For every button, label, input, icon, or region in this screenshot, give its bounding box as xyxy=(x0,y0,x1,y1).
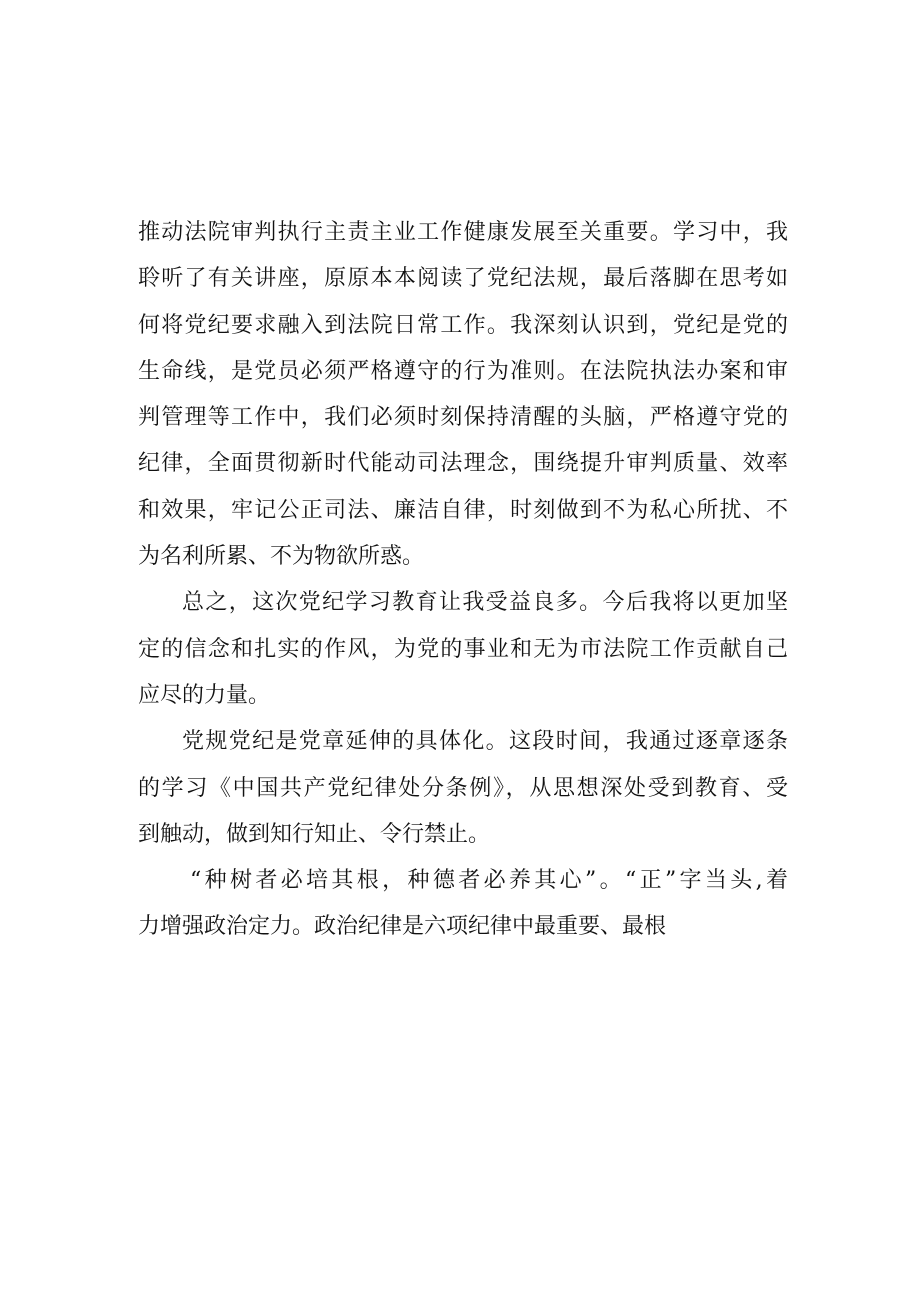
paragraph-line: 定的信念和扎实的作风，为党的事业和无为市法院工作贡献自己 xyxy=(138,636,788,662)
paragraph-line: 和效果，牢记公正司法、廉洁自律，时刻做到不为私心所扰、不 xyxy=(138,497,788,523)
paragraph-line: 聆听了有关讲座，原原本本阅读了党纪法规，最后落脚在思考如 xyxy=(138,266,788,292)
paragraph-line: 总之，这次党纪学习教育让我受益良多。今后我将以更加坚 xyxy=(182,590,788,616)
paragraph-2 xyxy=(138,580,788,719)
document-body xyxy=(138,210,788,951)
paragraph-line: “种树者必培其根，种德者必养其心”。“正”字当头,着 xyxy=(190,868,788,894)
paragraph-line: 何将党纪要求融入到法院日常工作。我深刻认识到，党纪是党的 xyxy=(138,312,788,338)
paragraph-line: 的学习《中国共产党纪律处分条例》，从思想深处受到教育、受 xyxy=(138,775,788,801)
paragraph-line: 推动法院审判执行主责主业工作健康发展至关重要。学习中，我 xyxy=(138,220,788,245)
paragraph-4 xyxy=(138,858,788,951)
paragraph-line: 党规党纪是党章延伸的具体化。这段时间，我通过逐章逐条 xyxy=(182,729,788,755)
paragraph-line: 为名利所累、不为物欲所惑。 xyxy=(138,544,425,570)
paragraph-line: 到触动，做到知行知止、令行禁止。 xyxy=(138,821,491,847)
paragraph-line: 生命线，是党员必须严格遵守的行为准则。在法院执法办案和审 xyxy=(138,358,788,384)
paragraph-3 xyxy=(138,719,788,858)
paragraph-1 xyxy=(138,210,788,580)
paragraph-line: 应尽的力量。 xyxy=(138,682,271,708)
paragraph-line: 判管理等工作中，我们必须时刻保持清醒的头脑，严格遵守党的 xyxy=(138,405,788,431)
paragraph-line: 力增强政治定力。政治纪律是六项纪律中最重要、最根 xyxy=(138,914,667,940)
paragraph-line: 纪律，全面贯彻新时代能动司法理念，围绕提升审判质量、效率 xyxy=(138,451,788,477)
